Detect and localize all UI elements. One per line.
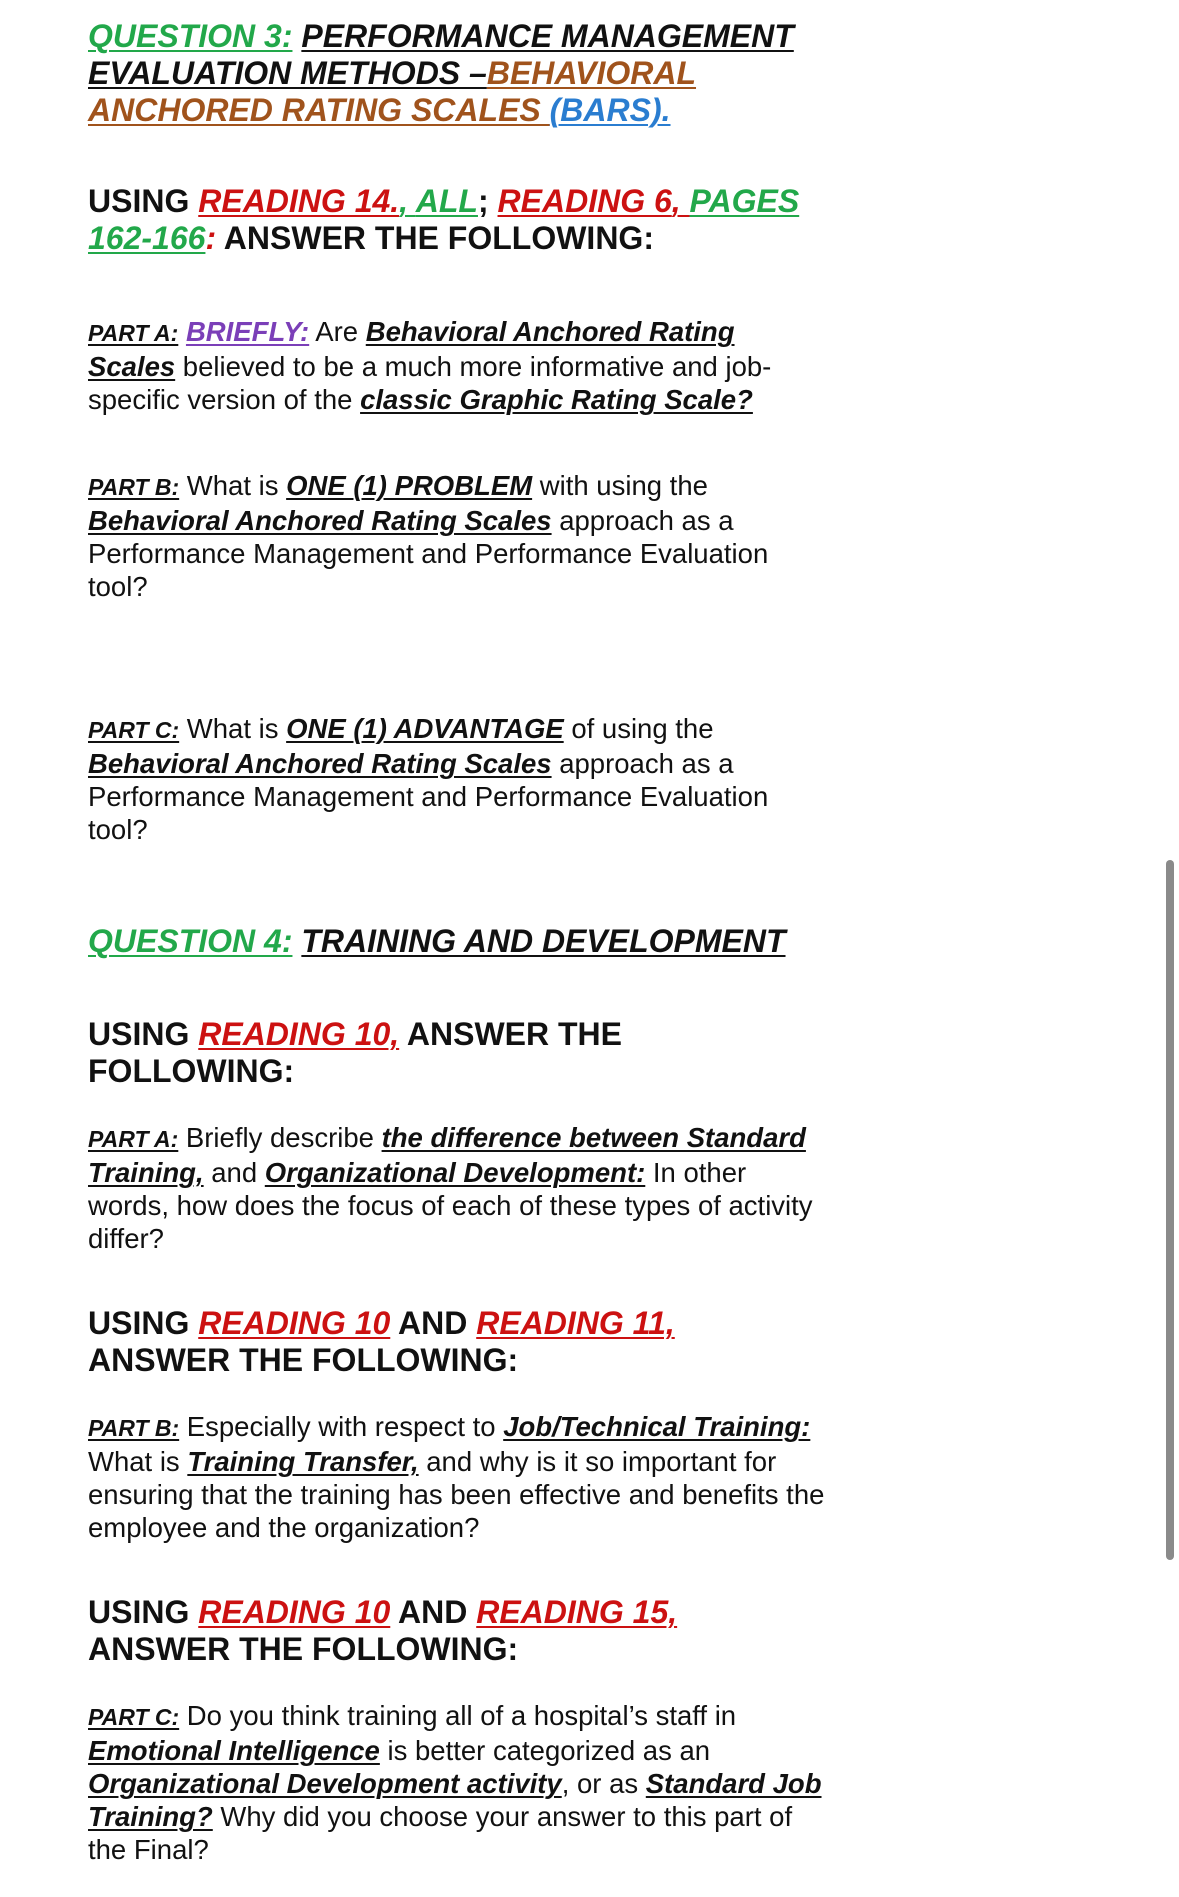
part-text: , or as bbox=[561, 1768, 646, 1799]
part-text: of using the bbox=[563, 713, 714, 744]
part-text: and why is it so important for ensuring that the training has been effective and benefits the employee and the organization? bbox=[88, 1446, 825, 1543]
briefly-label: BRIEFLY: bbox=[185, 316, 310, 347]
part-text: believed to be a much more informative and job-specific version of the bbox=[88, 351, 772, 415]
answer-following-text: ANSWER THE FOLLOWING: bbox=[88, 1631, 519, 1667]
q3-part-a bbox=[88, 315, 828, 416]
part-text: Especially with respect to bbox=[179, 1411, 504, 1442]
part-text: is better categorized as an bbox=[379, 1735, 711, 1766]
advantage-term: ONE (1) ADVANTAGE bbox=[286, 713, 564, 744]
reading-11-ref: READING 11, bbox=[476, 1305, 675, 1341]
reading-14-ref: READING 14. bbox=[198, 183, 400, 219]
reading-6-ref: READING 6 bbox=[497, 183, 672, 219]
bars-term: Behavioral Anchored Rating Scales bbox=[88, 748, 552, 779]
part-label: PART C: bbox=[88, 1704, 180, 1730]
using-text: USING bbox=[88, 1594, 199, 1630]
problem-term: ONE (1) PROBLEM bbox=[286, 470, 533, 501]
reading-10-ref: READING 10 bbox=[198, 1594, 391, 1630]
comma: , bbox=[399, 183, 416, 219]
and-text: AND bbox=[390, 1305, 477, 1341]
using-text: USING bbox=[88, 1016, 199, 1052]
part-label: PART C: bbox=[88, 717, 180, 743]
part-text: In other words, how does the focus of each of these types of activity differ? bbox=[88, 1157, 813, 1254]
all-ref: ALL bbox=[415, 183, 478, 219]
standard-job-training-term: Standard Job Training? bbox=[88, 1768, 822, 1832]
reading-10-ref: READING 10, bbox=[198, 1016, 400, 1052]
and-text: AND bbox=[390, 1594, 477, 1630]
question-3-topic: PERFORMANCE MANAGEMENT EVALUATION METHODS – bbox=[88, 18, 794, 91]
difference-term: the difference between Standard Training, bbox=[88, 1122, 806, 1188]
part-text: What is bbox=[179, 713, 287, 744]
q3-part-b bbox=[88, 469, 828, 603]
part-text: What is bbox=[88, 1446, 188, 1477]
part-label: PART A: bbox=[88, 1126, 179, 1152]
answer-following-text: ANSWER THE FOLLOWING: bbox=[88, 1342, 519, 1378]
part-text: Do you think training all of a hospital’s staff in bbox=[179, 1700, 737, 1731]
q4-reading-instruction-1 bbox=[88, 1016, 668, 1090]
training-transfer-term: Training Transfer, bbox=[187, 1446, 419, 1477]
using-text: USING bbox=[88, 1305, 199, 1341]
answer-following-text: ANSWER THE FOLLOWING: bbox=[216, 220, 654, 256]
emotional-intelligence-term: Emotional Intelligence bbox=[88, 1735, 380, 1766]
question-3-bars-abbrev: (BARS). bbox=[549, 92, 671, 128]
pages-ref: PAGES 162-166 bbox=[88, 183, 800, 256]
answer-following-text: ANSWER THE FOLLOWING: bbox=[88, 1016, 622, 1089]
classic-grs-term: classic Graphic Rating Scale? bbox=[360, 384, 753, 415]
question-3-label: QUESTION 3: bbox=[88, 18, 293, 54]
vertical-scrollbar[interactable] bbox=[1166, 860, 1174, 1560]
part-text: Why did you choose your answer to this part of the Final? bbox=[88, 1801, 793, 1865]
part-text: Are bbox=[309, 316, 366, 347]
reading-10-ref: READING 10 bbox=[198, 1305, 391, 1341]
question-4-title bbox=[88, 923, 828, 960]
semicolon: ; bbox=[477, 183, 498, 219]
question-3-bars-name: BEHAVIORAL ANCHORED RATING SCALES bbox=[88, 55, 697, 128]
part-text: with using the bbox=[532, 470, 708, 501]
question-4-label: QUESTION 4: bbox=[88, 923, 293, 959]
part-label: PART A: bbox=[88, 320, 179, 346]
part-text: approach as a Performance Management and Performance Evaluation tool? bbox=[88, 505, 769, 602]
question-4-topic: TRAINING AND DEVELOPMENT bbox=[301, 923, 786, 959]
q4-part-c bbox=[88, 1699, 828, 1866]
part-text: Briefly describe bbox=[178, 1122, 382, 1153]
part-label: PART B: bbox=[88, 1415, 180, 1441]
q3-part-c bbox=[88, 712, 828, 846]
comma: , bbox=[671, 183, 690, 219]
part-text: approach as a Performance Management and Performance Evaluation tool? bbox=[88, 748, 769, 845]
q4-part-a bbox=[88, 1121, 828, 1255]
q4-reading-instruction-3 bbox=[88, 1594, 728, 1668]
od-activity-term: Organizational Development activity bbox=[88, 1768, 562, 1799]
part-text: What is bbox=[179, 470, 287, 501]
using-text: USING bbox=[88, 183, 199, 219]
colon: : bbox=[205, 220, 217, 256]
org-development-term: Organizational Development: bbox=[264, 1157, 646, 1188]
part-label: PART B: bbox=[88, 474, 180, 500]
question-3-title bbox=[88, 18, 828, 129]
job-technical-term: Job/Technical Training: bbox=[503, 1411, 811, 1442]
part-text: and bbox=[203, 1157, 265, 1188]
q3-reading-instruction bbox=[88, 183, 828, 257]
reading-15-ref: READING 15, bbox=[476, 1594, 678, 1630]
bars-term: Behavioral Anchored Rating Scales bbox=[88, 505, 552, 536]
bars-term: Behavioral Anchored Rating Scales bbox=[88, 316, 735, 382]
q4-part-b bbox=[88, 1410, 828, 1544]
q4-reading-instruction-2 bbox=[88, 1305, 728, 1379]
